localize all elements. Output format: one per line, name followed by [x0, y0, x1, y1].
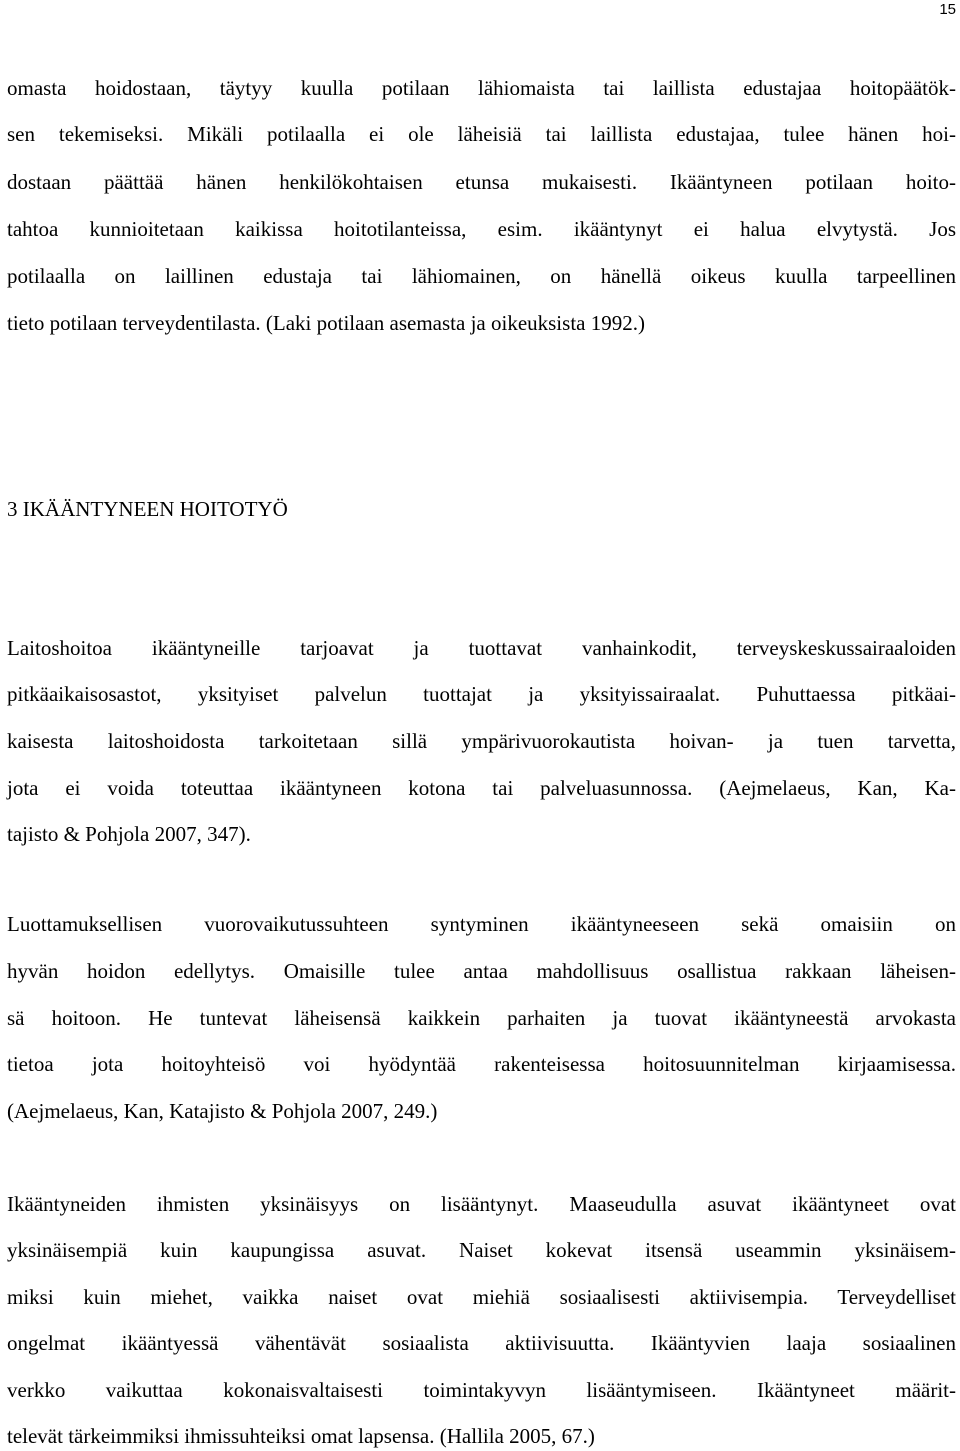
text-line: potilaalla on laillinen edustaja tai lähiomainen, on hänellä oikeus kuulla tarpeellinen: [7, 264, 956, 288]
text-line: dostaan päättää hänen henkilökohtaisen etunsa mukaisesti. Ikääntyneen potilaan hoito-: [7, 170, 956, 194]
text-line: omasta hoidostaan, täytyy kuulla potilaan lähiomaista tai laillista edustajaa hoitopäätök-: [7, 76, 956, 100]
text-line: tieto potilaan terveydentilasta. (Laki potilaan asemasta ja oikeuksista 1992.): [7, 311, 645, 335]
text-line: tahtoa kunnioitetaan kaikissa hoitotilanteissa, esim. ikääntynyt ei halua elvytystä. Jos: [7, 217, 956, 241]
text-line: Luottamuksellisen vuorovaikutussuhteen syntyminen ikääntyneeseen sekä omaisiin on: [7, 912, 956, 936]
text-line: ongelmat ikääntyessä vähentävät sosiaalista aktiivisuutta. Ikääntyvien laaja sosiaalinen: [7, 1331, 956, 1355]
text-line: (Aejmelaeus, Kan, Katajisto & Pohjola 2007, 249.): [7, 1099, 438, 1123]
text-line: sä hoitoon. He tuntevat läheisensä kaikkein parhaiten ja tuovat ikääntyneestä arvokasta: [7, 1006, 956, 1030]
text-line: verkko vaikuttaa kokonaisvaltaisesti toimintakyvyn lisääntymiseen. Ikääntyneet määrit-: [7, 1378, 956, 1402]
text-line: hyvän hoidon edellytys. Omaisille tulee antaa mahdollisuus osallistua rakkaan läheisen-: [7, 959, 956, 983]
text-line: tajisto & Pohjola 2007, 347).: [7, 822, 251, 846]
text-line: pitkäaikaisosastot, yksityiset palvelun tuottajat ja yksityissairaalat. Puhuttaessa pitkäai-: [7, 682, 956, 706]
text-line: jota ei voida toteuttaa ikääntyneen kotona tai palveluasunnossa. (Aejmelaeus, Kan, Ka-: [7, 776, 956, 800]
page-number: 15: [939, 1, 956, 18]
text-line: Ikääntyneiden ihmisten yksinäisyys on lisääntynyt. Maaseudulla asuvat ikääntyneet ovat: [7, 1192, 956, 1216]
text-line: Laitoshoitoa ikääntyneille tarjoavat ja tuottavat vanhainkodit, terveyskeskussairaaloiden: [7, 636, 956, 660]
text-line: yksinäisempiä kuin kaupungissa asuvat. Naiset kokevat itsensä useammin yksinäisem-: [7, 1238, 956, 1262]
text-line: tietoa jota hoitoyhteisö voi hyödyntää rakenteisessa hoitosuunnitelman kirjaamisessa.: [7, 1052, 956, 1076]
text-line: sen tekemiseksi. Mikäli potilaalla ei ole läheisiä tai laillista edustajaa, tulee hänen hoi-: [7, 122, 956, 146]
text-line: miksi kuin miehet, vaikka naiset ovat miehiä sosiaalisesti aktiivisempia. Terveydelliset: [7, 1285, 956, 1309]
text-line: kaisesta laitoshoidosta tarkoitetaan sillä ympärivuorokautista hoivan- ja tuen tarvetta,: [7, 729, 956, 753]
text-line: televät tärkeimmiksi ihmissuhteiksi omat lapsensa. (Hallila 2005, 67.): [7, 1424, 595, 1448]
section-heading: 3 IKÄÄNTYNEEN HOITOTYÖ: [7, 497, 288, 521]
